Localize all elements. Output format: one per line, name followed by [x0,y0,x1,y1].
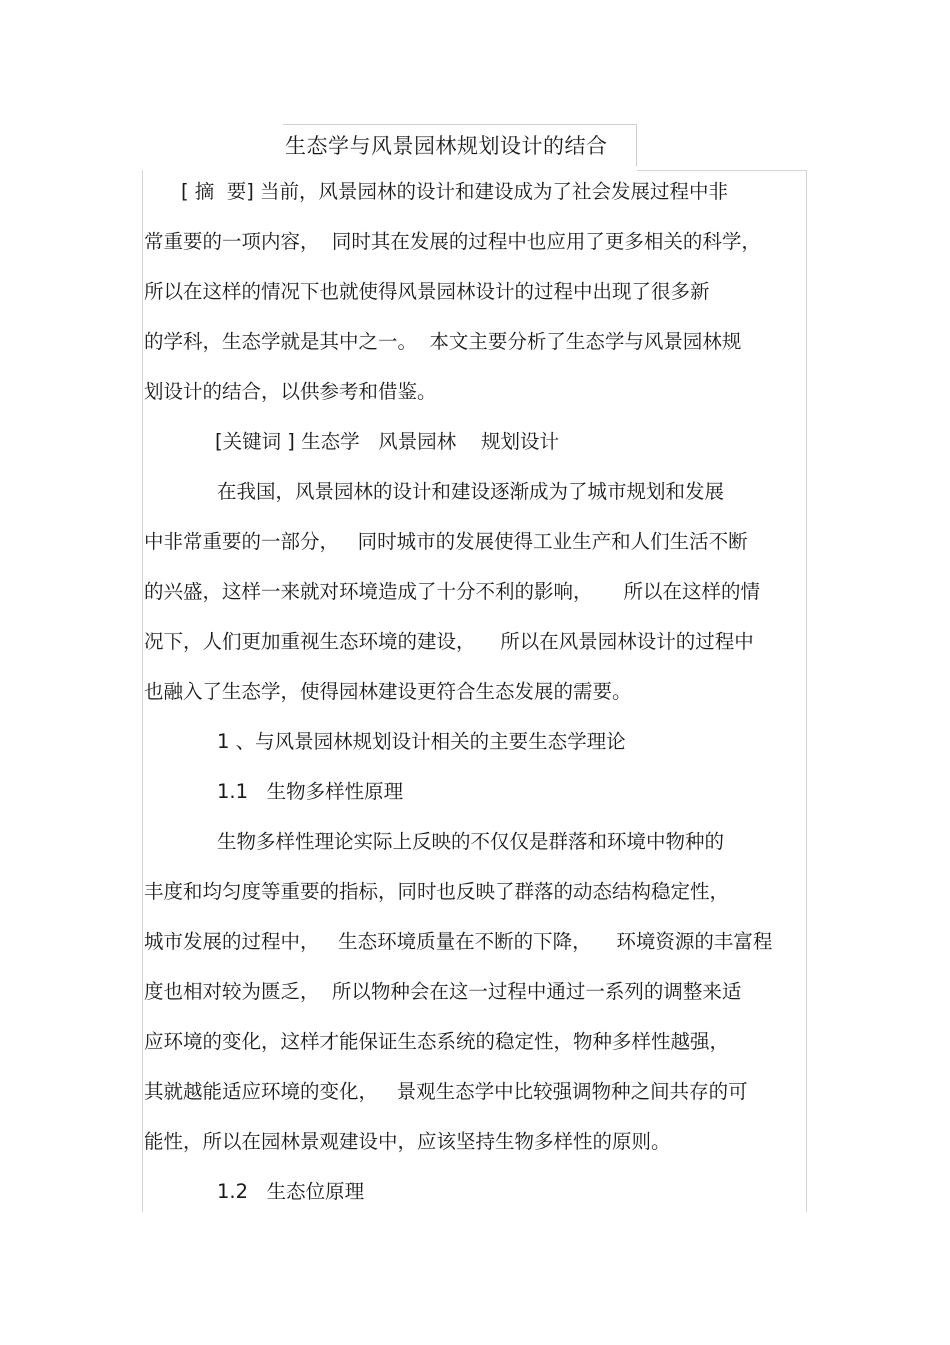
section-1-1-heading: 1.1 生物多样性原理 [217,780,404,803]
section-1-1-line-5: 应环境的变化，这样才能保证生态系统的稳定性，物种多样性越强， [144,1030,730,1053]
intro-line-2: 中非常重要的一部分， 同时城市的发展使得工业生产和人们生活不断 [144,530,748,553]
frame-left-line [142,170,143,1212]
document-title: 生态学与风景园林规划设计的结合 [285,134,608,158]
section-1-1-line-1: 生物多样性理论实际上反映的不仅仅是群落和环境中物种的 [217,830,725,853]
intro-line-5: 也融入了生态学，使得园林建设更符合生态发展的需要。 [144,680,632,703]
intro-line-3: 的兴盛，这样一来就对环境造成了十分不利的影响， 所以在这样的情 [144,580,760,603]
abstract-line-1: [ 摘 要] 当前，风景园林的设计和建设成为了社会发展过程中非 [181,180,729,203]
section-1-1-line-6: 其就越能适应环境的变化， 景观生态学中比较强调物种之间共存的可 [144,1080,748,1103]
abstract-line-4: 的学科，生态学就是其中之一。 本文主要分析了生态学与风景园林规 [144,330,742,353]
abstract-line-3: 所以在这样的情况下也就使得风景园林设计的过程中出现了很多新 [144,280,710,303]
abstract-line-2: 常重要的一项内容， 同时其在发展的过程中也应用了更多相关的科学， [144,230,761,253]
keywords-line: [关键词 ] 生态学 风景园林 规划设计 [215,430,560,453]
intro-line-1: 在我国，风景园林的设计和建设逐渐成为了城市规划和发展 [217,480,725,503]
frame-top-line [637,170,807,171]
section-1-2-heading: 1.2 生态位原理 [217,1180,365,1203]
section-1-1-line-4: 度也相对较为匮乏， 所以物种会在这一过程中通过一系列的调整来适 [144,980,742,1003]
intro-line-4: 况下，人们更加重视生态环境的建设， 所以在风景园林设计的过程中 [144,630,754,653]
section-1-1-line-3: 城市发展的过程中， 生态环境质量在不断的下降， 环境资源的丰富程 [144,930,773,953]
section-1-1-line-7: 能性，所以在园林景观建设中，应该坚持生物多样性的原则。 [144,1130,671,1153]
frame-right-line [806,170,807,1212]
section-1-1-line-2: 丰度和均匀度等重要的指标，同时也反映了群落的动态结构稳定性， [144,880,730,903]
section-1-heading: 1 、与风景园林规划设计相关的主要生态学理论 [217,730,626,753]
abstract-line-5: 划设计的结合，以供参考和借鉴。 [144,380,437,403]
